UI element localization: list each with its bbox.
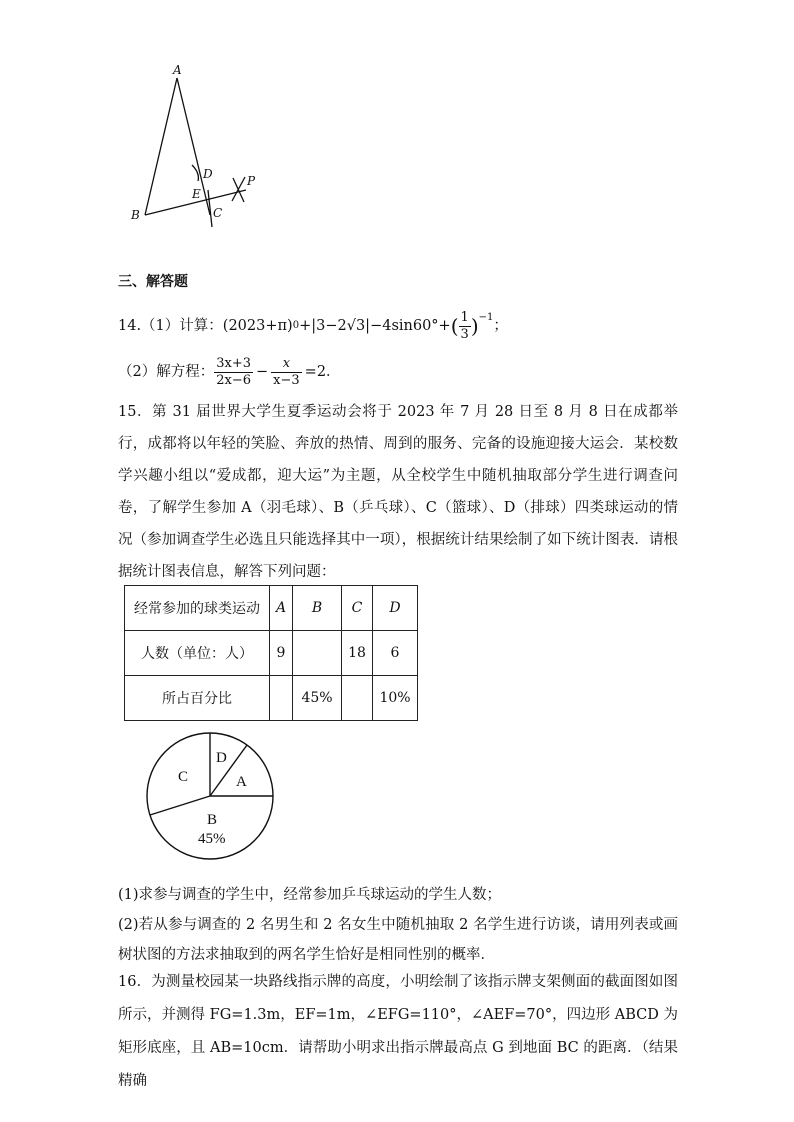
table-cell: 经常参加的球类运动 <box>125 586 270 631</box>
q15-sub2: (2)若从参与调查的 2 名男生和 2 名女生中随机抽取 2 名学生进行访谈，请用列表或画树状图的方法求抽取到的两名学生恰好是相同性别的概率． <box>118 917 678 963</box>
pie-label-B-percent: 45% <box>198 831 226 847</box>
pie-label-D: D <box>216 750 227 766</box>
q14-frac-num: 1 <box>460 309 469 325</box>
table-cell: 9 <box>270 631 293 676</box>
table-cell: 6 <box>373 631 418 676</box>
label-B: B <box>131 208 140 222</box>
q14-part1-end: ； <box>493 318 508 334</box>
label-P: P <box>247 174 256 188</box>
q14-fraction <box>459 310 471 343</box>
q14-part1-prefix: 14.（1）计算： <box>118 318 223 334</box>
q15-paragraph: 15．第 31 届世界大学生夏季运动会将于 2023 年 7 月 28 日至 8 月 8 日在成都举行，成都将以年轻的笑脸、奔放的热情、周到的服务、完备的设施迎接大运会．某校数学兴趣小组以“爱成都，迎大运”为主题，从全校学生中随机抽取部分学生进行调查问卷，了解学生参加 A（羽毛球）、B（乒乓球）、C（篮球）、D（排球）四类球运动的情况（参加调查学生必选且只能选择其中一项），根据统计结果绘制了如下统计图表．请根据统计图表信息，解答下列问题： <box>118 404 678 580</box>
label-D: D <box>203 167 213 181</box>
q14-part2 <box>118 352 341 392</box>
arc-mark-D <box>192 165 198 181</box>
q14-exp0: 0 <box>292 320 300 331</box>
table-cell <box>270 676 293 721</box>
table-cell: 45% <box>293 676 342 721</box>
q14-expr-b: +|3−2√3|−4sin60°+ <box>299 318 451 334</box>
q14-frac1 <box>214 356 253 389</box>
table-cell: B <box>293 586 342 631</box>
label-A: A <box>173 63 182 77</box>
q14-part1: 14.（1）计算： (2023+π) 0 +|3−2√3|−4sin60°+ ( $\frac{1}{3}$ ) $^{-1}$ ； <box>118 309 508 342</box>
table-cell: D <box>373 586 418 631</box>
frac2-den: x−3 <box>273 372 300 388</box>
table-row <box>125 586 418 631</box>
table-row <box>125 631 418 676</box>
q14-part2-prefix: （2）解方程： <box>118 364 215 380</box>
table-row <box>125 676 418 721</box>
table-cell <box>342 676 373 721</box>
minus-sign: − <box>256 364 269 380</box>
pie-divider-BC <box>150 796 210 815</box>
table-cell: 人数（单位：人） <box>125 631 270 676</box>
table-cell: 所占百分比 <box>125 676 270 721</box>
table-cell: 10% <box>373 676 418 721</box>
table-cell: C <box>342 586 373 631</box>
q14-expr-a: (2023+π) <box>222 318 293 334</box>
triangle-figure <box>120 55 280 230</box>
table-cell: 18 <box>342 631 373 676</box>
q14-exp-neg1: −1 <box>478 312 494 323</box>
pie-label-A: A <box>236 774 247 790</box>
segment-AB <box>145 78 177 215</box>
table-cell <box>293 631 342 676</box>
table-cell: A <box>270 586 293 631</box>
pie-label-B: B <box>207 812 218 828</box>
label-E: E <box>192 187 201 201</box>
q14-frac-den: 3 <box>460 326 469 342</box>
frac1-num: 3x+3 <box>216 355 252 371</box>
label-C: C <box>213 206 223 220</box>
frac2-num: x <box>271 356 302 373</box>
q16-paragraph: 16．为测量校园某一块路线指示牌的高度，小明绘制了该指示牌支架侧面的截面图如图所示，并测得 FG=1.3m，EF=1m，∠EFG=110°，∠AEF=70°，四边形 ABCD 为矩形底座，且 AB=10cm．请帮助小明求出指示牌最高点 G 到地面 BC 的距离．（结果精确 <box>118 974 678 1089</box>
equation-rhs: =2． <box>304 364 341 380</box>
frac1-den: 2x−6 <box>216 372 252 388</box>
stats-table <box>124 585 418 721</box>
q14-frac2 <box>271 356 302 389</box>
q15-sub1: (1)求参与调查的学生中，经常参加乒乓球运动的学生人数； <box>118 887 502 903</box>
pie-chart <box>140 726 280 866</box>
pie-label-C: C <box>178 769 189 785</box>
section-title: 三、解答题 <box>118 274 188 290</box>
